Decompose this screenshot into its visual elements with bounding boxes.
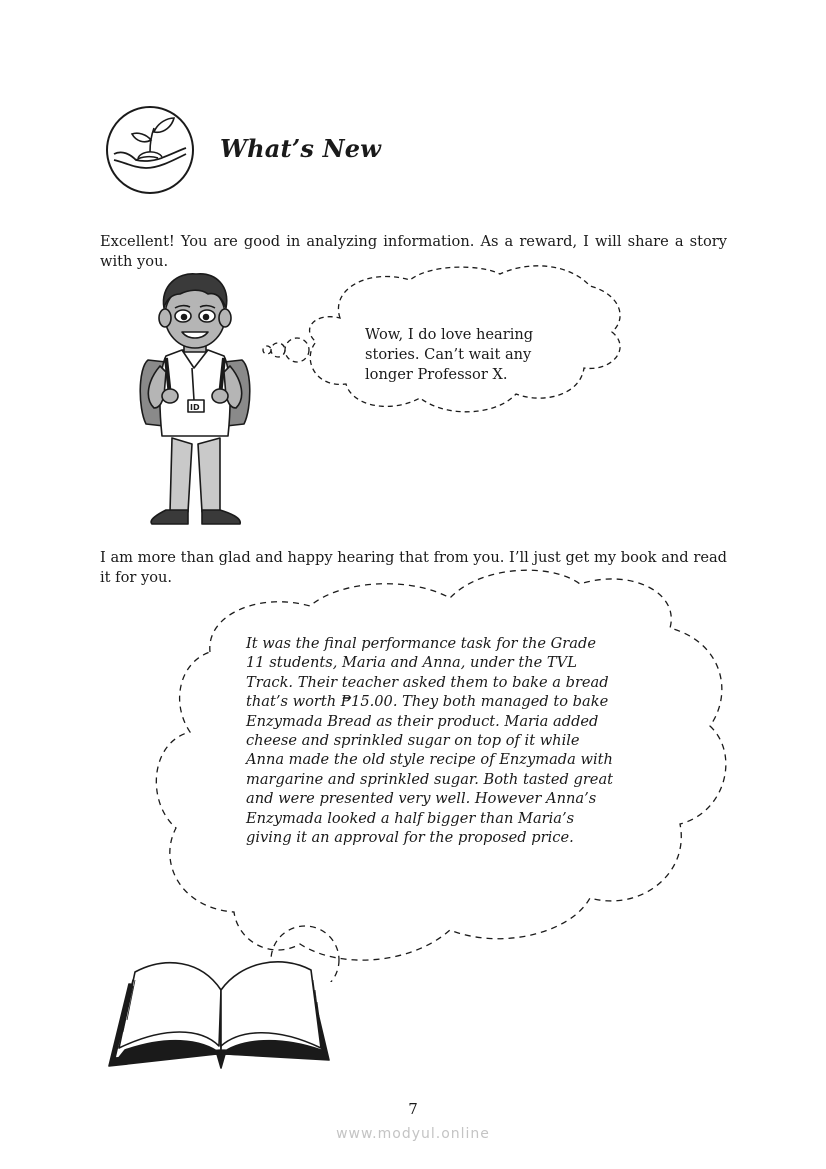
intro-paragraph: Excellent! You are good in analyzing information. As a reward, I will share a story with you. <box>100 233 727 270</box>
section-title: What’s New <box>220 134 382 163</box>
page-number: 7 <box>408 1100 418 1118</box>
reply-paragraph: I am more than glad and happy hearing that from you. I’ll just get my book and read it for you. <box>100 549 727 586</box>
watermark: www.modyul.online <box>336 1126 490 1142</box>
student-character-icon <box>130 268 260 530</box>
id-badge-label: ID <box>190 403 200 412</box>
open-book-icon <box>105 950 335 1070</box>
story-text: It was the final performance task for the Grade 11 students, Maria and Anna, under the TVL Track. Their teacher asked them to bake a bread that’s worth ₱15.00. They both managed to bake Enzymada Bread as their product. Maria added cheese and sprinkled sugar on top of it while Anna made the old style recipe of Enzymada with margarine and sprinkled sugar. Both tasted great and were presented very well. However Anna’s Enzymada looked a half bigger than Maria’s giving it an approval for the proposed price. <box>246 635 614 847</box>
plant-in-hand-icon <box>104 104 196 196</box>
student-speech: Wow, I do love hearing stories. Can’t wait any longer Professor X. <box>365 326 534 383</box>
